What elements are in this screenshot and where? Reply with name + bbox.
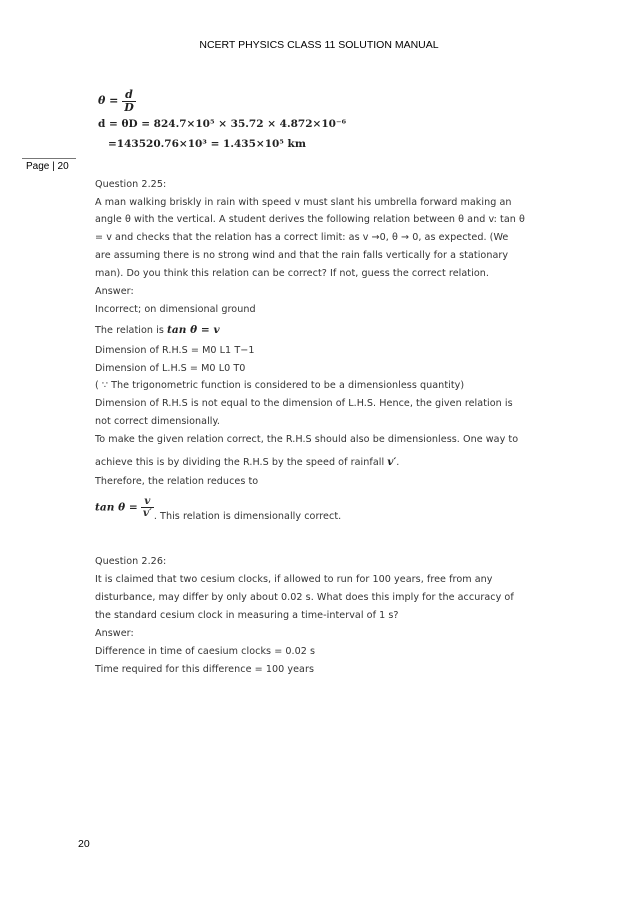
final-denominator: v′ [142,507,152,520]
answer-text: Dimension of L.H.S = M0 L0 T0 [95,363,246,374]
rainfall-text: achieve this is by dividing the R.H.S by the speed of rainfall [95,457,388,468]
answer-text: Therefore, the relation reduces to [95,476,259,487]
theta-numerator: d [122,89,136,102]
question-text: angle θ with the vertical. A student derives the following relation between θ and v: tan θ [95,214,525,225]
distance-equation: d = θD = 824.7×10⁵ × 35.72 × 4.872×10⁻⁶ [98,118,347,130]
question-text: disturbance, may differ by only about 0.02 s. What does this imply for the accuracy of [95,592,514,603]
answer-text: Difference in time of caesium clocks = 0.02 s [95,646,316,657]
answer-text: Incorrect; on dimensional ground [95,304,256,315]
answer-text: ( ∵ The trigonometric function is considered to be a dimensionless quantity) [95,380,465,391]
question-text: It is claimed that two cesium clocks, if allowed to run for 100 years, free from any [95,574,493,585]
answer-text: Dimension of R.H.S is not equal to the dimension of L.H.S. Hence, the given relation is [95,398,513,409]
answer-text: Dimension of R.H.S = M0 L1 T−1 [95,345,255,356]
final-numerator: v [141,496,154,508]
answer-rainfall: achieve this is by dividing the R.H.S by the speed of rainfall v′. [95,456,400,468]
relation-math: tan θ = v [167,324,220,336]
theta-equation [98,89,136,113]
page-number: 20 [78,838,90,850]
answer-text: not correct dimensionally. [95,416,220,427]
theta-fraction [122,89,136,113]
question-text: are assuming there is no strong wind and that the rain falls vertically for a stationary [95,250,509,261]
question-text: = v and checks that the relation has a correct limit: as v →0, θ → 0, as expected. (We [95,232,509,243]
final-text: . This relation is dimensionally correct. [153,510,342,522]
answer-label: Answer: [95,628,134,639]
final-fraction [141,496,154,519]
running-header: NCERT PHYSICS CLASS 11 SOLUTION MANUAL [199,39,439,51]
rainfall-math: v′ [387,456,397,468]
question-text: A man walking briskly in rain with speed v must slant his umbrella forward making an [95,197,512,208]
question-heading: Question 2.25: [95,179,167,190]
result-equation: =143520.76×10³ = 1.435×10⁵ km [108,138,306,150]
answer-relation [95,324,220,336]
question-text: the standard cesium clock in measuring a time-interval of 1 s? [95,610,399,621]
final-lhs: tan θ = [95,501,138,514]
page-label: Page | 20 [26,161,69,172]
theta-lhs: θ = [98,94,119,108]
final-relation [95,495,342,522]
answer-text: Time required for this difference = 100 years [95,664,315,675]
answer-label: Answer: [95,286,134,297]
question-heading: Question 2.26: [95,556,167,567]
margin-rule [22,158,76,159]
relation-text: The relation is [95,325,168,336]
answer-text: To make the given relation correct, the R.H.S should also be dimensionless. One way to [95,434,519,445]
question-text: man). Do you think this relation can be correct? If not, guess the correct relation. [95,268,489,279]
theta-denominator: D [124,100,134,114]
